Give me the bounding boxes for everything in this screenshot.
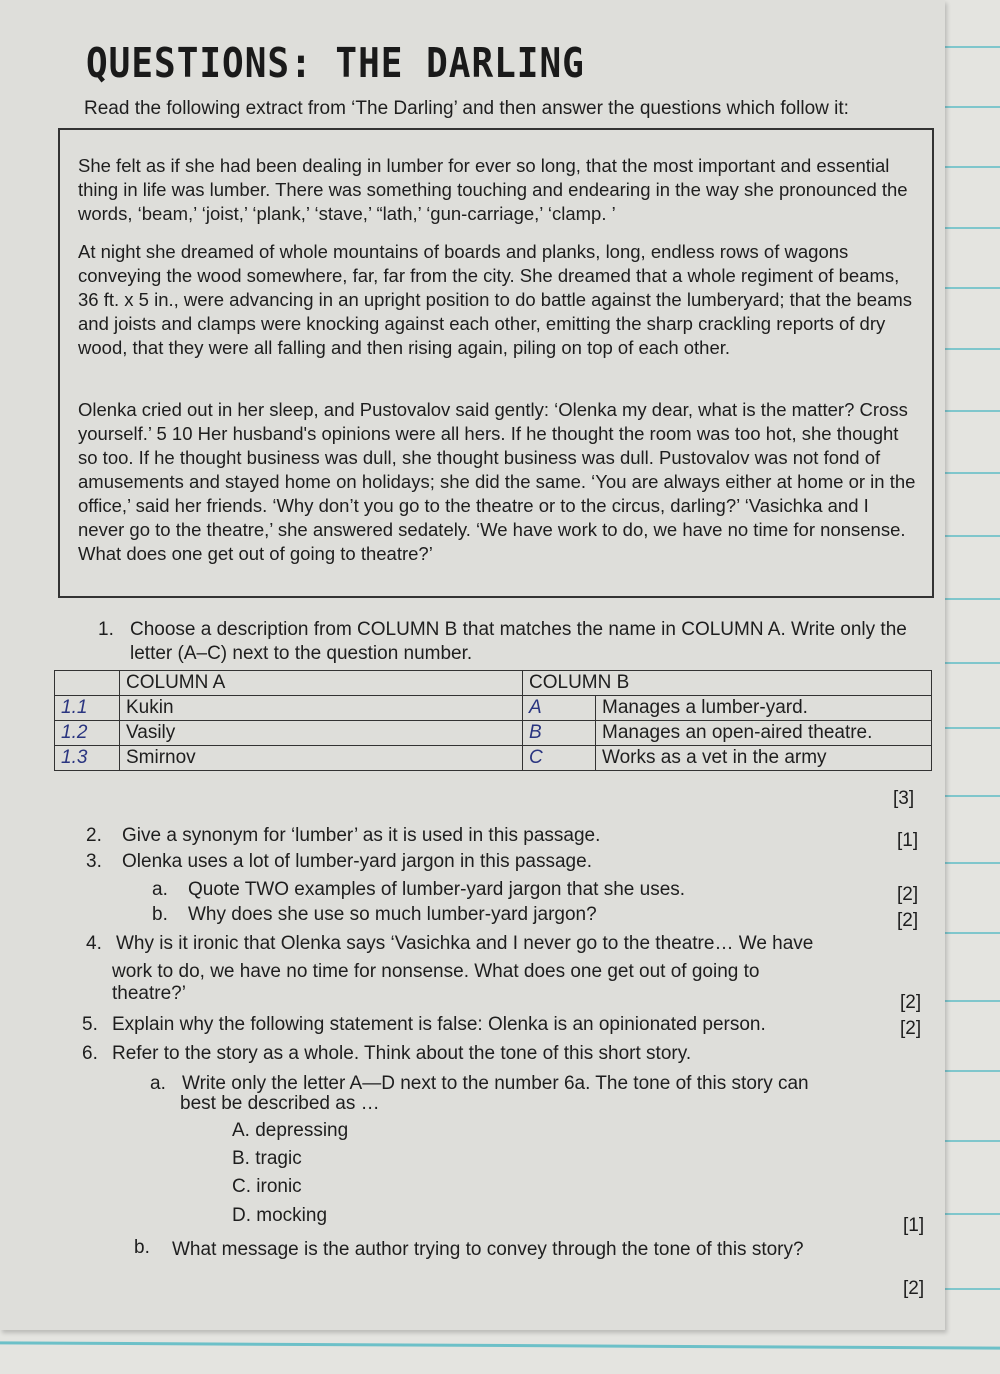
ruled-line: [0, 1341, 1000, 1349]
ruled-line: [940, 472, 1000, 474]
table-row: [55, 746, 932, 771]
question-number: 6.: [82, 1043, 98, 1064]
instructions: Read the following extract from ‘The Darling’ and then answer the questions which follow it:: [84, 98, 849, 119]
ruled-line: [940, 662, 1000, 664]
marks: [1]: [903, 1215, 925, 1236]
column-b-header: COLUMN B: [523, 671, 932, 696]
page-title: QUESTIONS: THE DARLING: [86, 40, 585, 88]
question-5-text: Explain why the following statement is false: Olenka is an opinionated person.: [112, 1014, 766, 1035]
question-4-text: work to do, we have no time for nonsense. What does one get out of going to: [112, 961, 760, 982]
question-6b-text: What message is the author trying to convey through the tone of this story?: [172, 1239, 804, 1260]
question-6a-text: Write only the letter A—D next to the number 6a. The tone of this story can: [182, 1073, 809, 1094]
question-2-text: Give a synonym for ‘lumber’ as it is used in this passage.: [122, 825, 601, 846]
ruled-line: [940, 535, 1000, 537]
column-b-description: Works as a vet in the army: [596, 746, 932, 771]
ruled-line: [940, 1000, 1000, 1002]
ruled-line: [940, 932, 1000, 934]
table-header-row: [55, 671, 932, 696]
extract-paragraph: She felt as if she had been dealing in lumber for ever so long, that the most important and essential thing in life was lumber. There was something touching and endearing in the way she pronounced the words, ‘beam,’ ‘joist,’ ‘plank,’ ‘stave,’ “lath,’ ‘gun-carriage,’ ‘clamp. ’: [78, 155, 908, 224]
marks: [3]: [893, 788, 915, 809]
ruled-line: [940, 862, 1000, 864]
marks: [2]: [900, 1018, 922, 1039]
ruled-line: [940, 227, 1000, 229]
column-b-letter: A: [523, 696, 596, 721]
question-number: 1.: [98, 619, 114, 640]
marks: [2]: [900, 992, 922, 1013]
column-b-letter: C: [523, 746, 596, 771]
ruled-line: [940, 106, 1000, 108]
marks: [2]: [897, 910, 919, 931]
question-3-text: Olenka uses a lot of lumber-yard jargon in this passage.: [122, 851, 592, 872]
option-a: A. depressing: [232, 1120, 349, 1141]
row-number: 1.1: [55, 696, 120, 721]
marks: [2]: [903, 1278, 925, 1299]
column-b-letter: B: [523, 721, 596, 746]
row-number: 1.2: [55, 721, 120, 746]
column-a-header: COLUMN A: [120, 671, 523, 696]
question-3a-text: Quote TWO examples of lumber-yard jargon that she uses.: [188, 879, 686, 900]
ruled-line: [940, 46, 1000, 48]
option-c: C. ironic: [232, 1176, 302, 1197]
ruled-line: [940, 795, 1000, 797]
question-number: 2.: [86, 825, 102, 846]
column-a-name: Vasily: [120, 721, 523, 746]
question-number: 3.: [86, 851, 102, 872]
column-a-name: Kukin: [120, 696, 523, 721]
ruled-line: [940, 287, 1000, 289]
question-number: 4.: [86, 933, 102, 954]
extract-paragraph: Olenka cried out in her sleep, and Pustovalov said gently: ‘Olenka my dear, what is the matter? Cross yourself.’ 5 10 Her husband's opinions were all hers. If he thought the room was too hot, she thought so too. If he thought business was dull, she thought business was dull. Pustovalov was not fond of amusements and stayed home on holidays; she did the same. ‘You are always either at home or in the office,’ said her friends. ‘Why don’t you go to the theatre or to the circus, darling?’ ‘Vasichka and I never go to the theatre,’ she answered sedately. ‘We have work to do, we have no time for nonsense. What does one get out of going to theatre?’: [78, 399, 916, 564]
ruled-line: [940, 598, 1000, 600]
ruled-line: [940, 1288, 1000, 1290]
column-b-description: Manages a lumber-yard.: [596, 696, 932, 721]
ruled-line: [940, 1140, 1000, 1142]
ruled-line: [940, 410, 1000, 412]
question-4-text: theatre?’: [112, 983, 186, 1004]
matching-table: [54, 670, 932, 771]
table-row: [55, 696, 932, 721]
sub-label: a.: [150, 1073, 166, 1094]
table-row: [55, 721, 932, 746]
ruled-line: [940, 727, 1000, 729]
question-4-text: Why is it ironic that Olenka says ‘Vasichka and I never go to the theatre… We have: [116, 933, 814, 954]
ruled-line: [940, 1070, 1000, 1072]
extract-paragraph: At night she dreamed of whole mountains of boards and planks, long, endless rows of wagons conveying the wood somewhere, far, far from the city. She dreamed that a whole regiment of beams, 36 ft. x 5 in., were advancing in an upright position to do battle against the lumberyard; that the beams and joists and clamps were knocking against each other, emitting the sharp crackling reports of dry wood, that they were all falling and then rising again, piling on top of each other.: [78, 241, 913, 358]
sub-label: b.: [152, 904, 168, 925]
question-6-text: Refer to the story as a whole. Think about the tone of this short story.: [112, 1043, 692, 1064]
sub-label: a.: [152, 879, 168, 900]
option-d: D. mocking: [232, 1205, 328, 1226]
option-b: B. tragic: [232, 1148, 302, 1169]
question-3b-text: Why does she use so much lumber-yard jargon?: [188, 904, 597, 925]
question-1-text: Choose a description from COLUMN B that matches the name in COLUMN A. Write only the letter (A–C) next to the question number.: [130, 619, 907, 664]
question-number: 5.: [82, 1014, 98, 1035]
ruled-line: [940, 1213, 1000, 1215]
marks: [1]: [897, 830, 919, 851]
ruled-line: [940, 348, 1000, 350]
column-b-description: Manages an open-aired theatre.: [596, 721, 932, 746]
sub-label: b.: [134, 1237, 150, 1258]
marks: [2]: [897, 884, 919, 905]
row-number: 1.3: [55, 746, 120, 771]
column-a-name: Smirnov: [120, 746, 523, 771]
question-6a-text: best be described as …: [180, 1093, 380, 1114]
extract-box: [58, 128, 934, 598]
ruled-line: [940, 166, 1000, 168]
